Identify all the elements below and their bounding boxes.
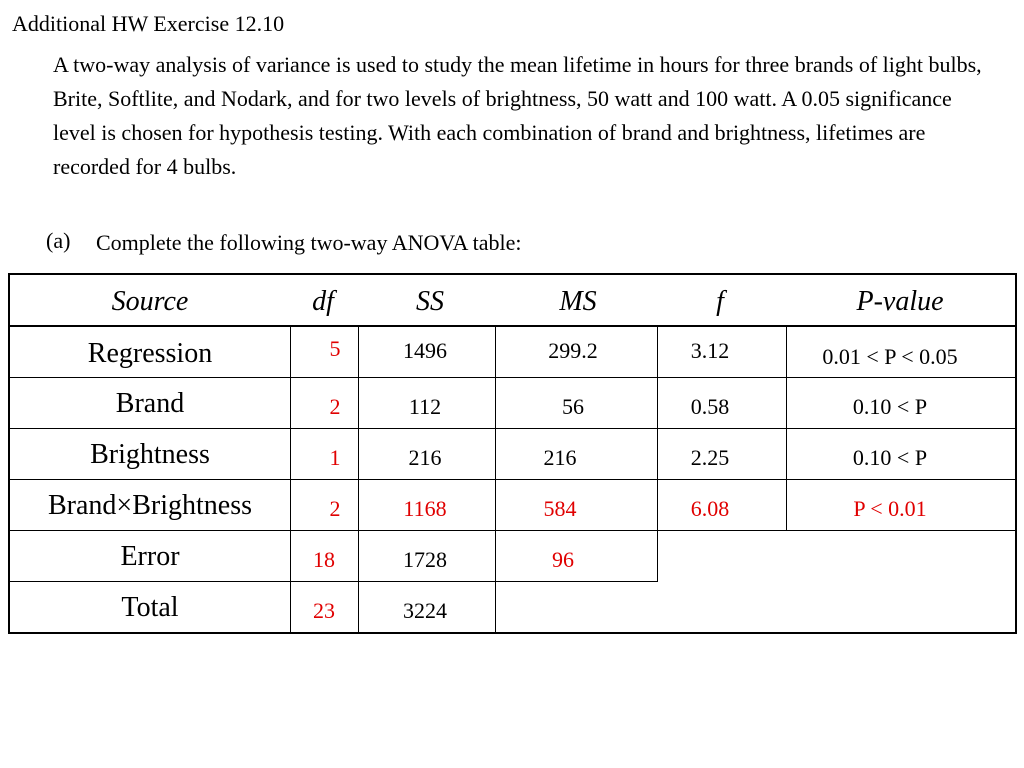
row-ms: 216 — [543, 445, 577, 470]
problem-statement: A two-way analysis of variance is used to study the mean lifetime in hours for three brands of light bulbs, Brite, Softlite, and Nodark, and for two levels of brightness, 50 watt and 100 watt. A 0.05 significance level is chosen for hypothesis testing. With each combination of brand and brightness, lifetimes are recorded for 4 bulbs. — [53, 52, 982, 179]
row-f: 2.25 — [690, 445, 730, 470]
exercise-title: Additional HW Exercise 12.10 — [12, 11, 285, 36]
part-label: (a) — [46, 228, 71, 253]
row-df: 1 — [329, 445, 341, 470]
column-divider — [786, 326, 787, 530]
row-source: Total — [121, 592, 179, 623]
row-ms: 584 — [543, 496, 577, 521]
column-divider — [290, 326, 291, 632]
column-divider — [495, 326, 496, 632]
row-f: 6.08 — [690, 496, 730, 521]
row-df: 2 — [329, 394, 341, 419]
header-pvalue: P-value — [856, 286, 944, 317]
row-pvalue: 0.10 < P — [852, 394, 928, 419]
header-f: f — [716, 286, 724, 317]
row-ss: 1496 — [403, 338, 447, 363]
column-divider — [358, 326, 359, 632]
row-ms: 56 — [562, 394, 584, 419]
column-divider — [657, 326, 658, 582]
row-source: Brand — [115, 388, 185, 419]
row-source: Regression — [87, 338, 213, 369]
row-source: Error — [120, 541, 180, 572]
row-divider — [10, 428, 1015, 429]
row-divider — [10, 377, 1015, 378]
row-df: 18 — [313, 547, 335, 572]
row-f: 0.58 — [690, 394, 730, 419]
row-ss: 3224 — [403, 598, 447, 623]
anova-table — [8, 273, 1017, 634]
row-divider — [10, 530, 1015, 531]
row-ms: 299.2 — [548, 338, 598, 363]
row-ss: 1728 — [403, 547, 447, 572]
row-df: 2 — [329, 496, 341, 521]
row-pvalue: P < 0.01 — [853, 496, 927, 521]
row-pvalue: 0.10 < P — [852, 445, 928, 470]
row-source: Brand×Brightness — [48, 490, 252, 521]
row-ss: 216 — [408, 445, 442, 470]
row-pvalue: 0.01 < P < 0.05 — [822, 344, 958, 369]
header-ss: SS — [416, 286, 444, 317]
row-source: Brightness — [90, 439, 210, 470]
row-ss: 1168 — [403, 496, 447, 521]
header-ms: MS — [559, 286, 597, 317]
row-f: 3.12 — [690, 338, 730, 363]
row-df: 5 — [329, 336, 341, 361]
row-df: 23 — [313, 598, 335, 623]
header-source: Source — [111, 286, 189, 317]
row-ms: 96 — [552, 547, 574, 572]
header-divider — [10, 325, 1015, 327]
row-ss: 112 — [408, 394, 442, 419]
row-divider — [10, 479, 1015, 480]
header-df: df — [312, 286, 334, 317]
row-divider — [10, 581, 658, 582]
part-instruction: Complete the following two-way ANOVA table: — [96, 230, 522, 255]
